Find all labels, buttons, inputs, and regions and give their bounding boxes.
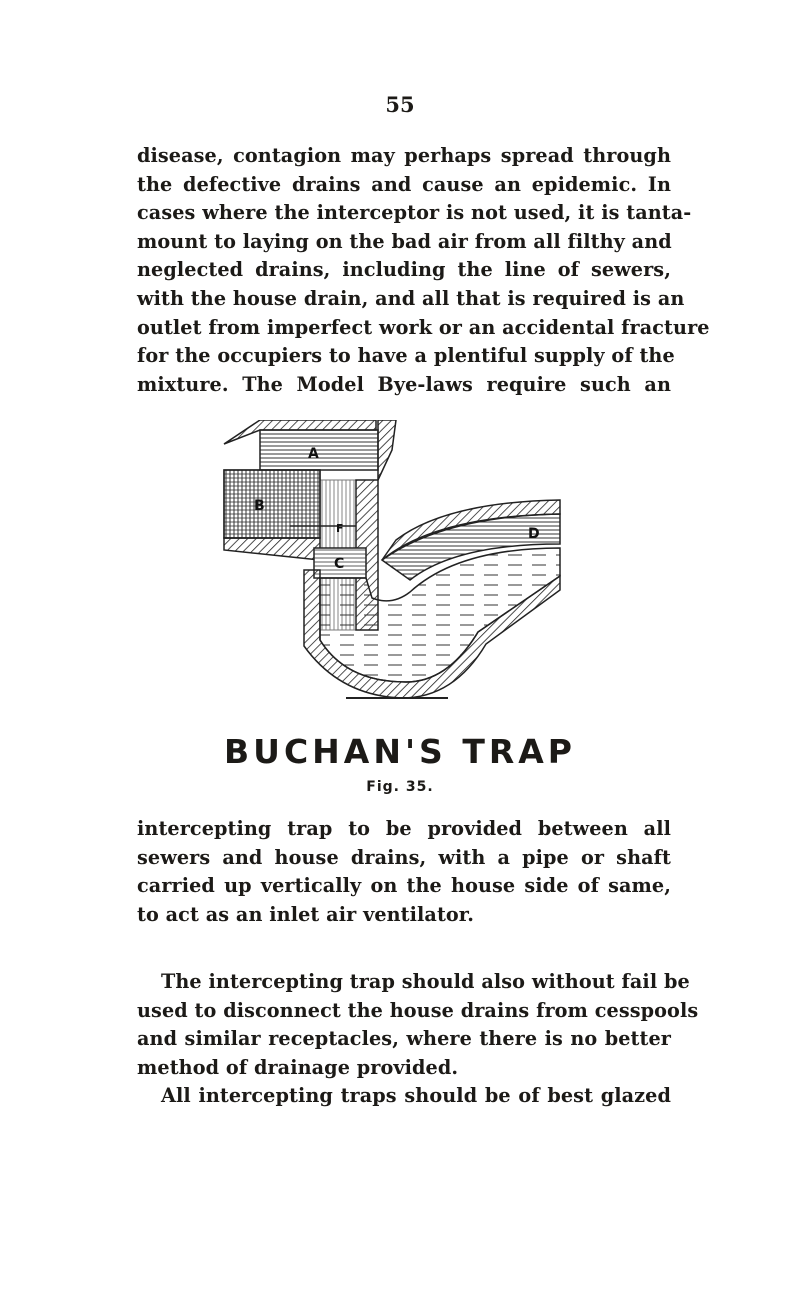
pipe-a — [260, 430, 378, 470]
text-line: with the house drain, and all that is required is an — [137, 286, 685, 310]
text-line: disease, contagion may perhaps spread through — [137, 144, 671, 167]
paragraph-1 — [137, 142, 710, 399]
shaft-right-wall — [378, 420, 396, 480]
paragraph-2 — [137, 815, 671, 929]
text-line: neglected drains, including the line of sewers, — [137, 258, 671, 282]
buchans-trap-figure — [196, 420, 576, 720]
text-line: cases where the interceptor is not used, it is tanta- — [137, 201, 692, 225]
text-line: and similar receptacles, where there is no better — [137, 1027, 671, 1051]
text-line: to act as an inlet air ventilator. — [137, 902, 475, 926]
text-line: All intercepting traps should be of best glazed — [161, 1084, 671, 1108]
text-line: carried up vertically on the house side of same, — [137, 874, 671, 898]
label-d: D — [528, 526, 540, 542]
paragraph-3 — [137, 968, 699, 1111]
left-base-wall — [224, 538, 320, 560]
text-line: the defective drains and cause an epidemic. In — [137, 172, 671, 196]
text-line: for the occupiers to have a plentiful supply of the — [137, 344, 675, 368]
text-line: method of drainage provided. — [137, 1055, 459, 1079]
text-line: mount to laying on the bad air from all filthy and — [137, 229, 672, 253]
trap-diagram — [196, 420, 576, 720]
text-line: intercepting trap to be provided between all — [137, 817, 671, 840]
label-b: B — [254, 498, 265, 514]
page-number: 55 — [385, 92, 415, 117]
figure-number: Fig. 35. — [366, 779, 434, 795]
label-c: C — [334, 556, 345, 572]
text-line: The intercepting trap should also without fail be — [161, 970, 690, 993]
text-line: mixture. The Model Bye-laws require such an — [137, 372, 671, 396]
text-line: used to disconnect the house drains from cesspools — [137, 998, 699, 1022]
figure-title: BUCHAN'S TRAP — [224, 732, 576, 771]
label-a: A — [308, 446, 319, 462]
label-f: F — [336, 522, 344, 535]
text-line: outlet from imperfect work or an accidental fracture — [137, 315, 710, 339]
text-line: sewers and house drains, with a pipe or shaft — [137, 845, 671, 869]
